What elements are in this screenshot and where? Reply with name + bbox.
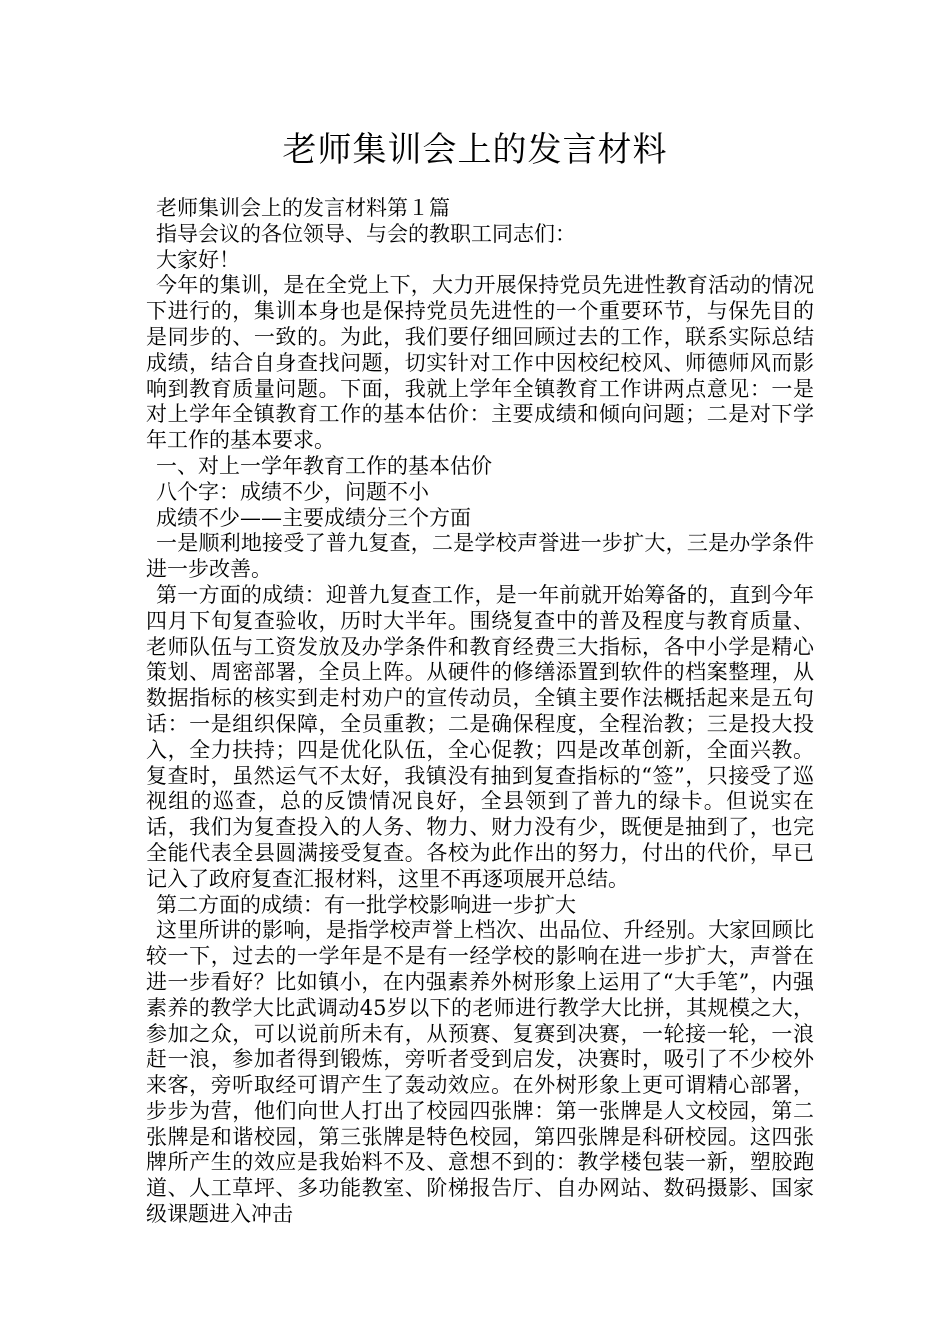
body-paragraph: 第一方面的成绩：迎普九复查工作，是一年前就开始筹备的，直到今年四月下旬复查验收，历时大半年。围绕复查中的普及程度与教育质量、老师队伍与工资发放及办学条件和教育经费三大指标，各中小学是精心策划、周密部署，全员上阵。从硬件的修缮添置到软件的档案整理，从数据指标的核实到走村劝户的宣传动员，全镇主要作法概括起来是五句话：一是组织保障，全员重教；二是确保程度，全程治教；三是投大投入，全力扶持；四是优化队伍，全心促教；四是改革创新，全面兴教。复查时，虽然运气不太好，我镇没有抽到复查指标的“签”，只接受了巡视组的巡查，总的反馈情况良好，全县领到了普九的绿卡。但说实在话，我们为复查投入的人务、物力、财力没有少，既便是抽到了，也完全能代表全县圆满接受复查。各校为此作出的努力，付出的代价，早已记入了政府复查汇报材料，这里不再逐项展开总结。 — [146, 582, 814, 891]
section-heading: 一、对上一学年教育工作的基本估价 — [156, 453, 492, 478]
section-heading: 老师集训会上的发言材料第１篇 — [156, 196, 450, 220]
body-paragraph: 一是顺利地接受了普九复查，二是学校声誉进一步扩大，三是办学条件进一步改善。 — [146, 531, 814, 582]
body-paragraph: 今年的集训，是在全党上下，大力开展保持党员先进性教育活动的情况下进行的，集训本身也是保持党员先进性的一个重要环节，与保先目的是同步的、一致的。为此，我们要仔细回顾过去的工作，联系实际总结成绩，结合自身查找问题，切实针对工作中因校纪校风、师德师风而影响到教育质量问题。下面，我就上学年全镇教育工作讲两点意见：一是对上学年全镇教育工作的基本估价：主要成绩和倾向问题；二是对下学年工作的基本要求。 — [146, 273, 814, 453]
body-paragraph: 这里所讲的影响，是指学校声誉上档次、出品位、升经别。大家回顾比较一下，过去的一学年是不是有一经学校的影响在进一步扩大，声誉在进一步看好？比如镇小，在内强素养外树形象上运用了“大手笔”，内强素养的教学大比武调动45岁以下的老师进行教学大比拼，其规模之大，参加之众，可以说前所未有，从预赛、复赛到决赛，一轮接一轮，一浪赶一浪，参加者得到锻炼，旁听者受到启发，决赛时，吸引了不少校外来客，旁听取经可谓产生了轰动效应。在外树形象上更可谓精心部署，步步为营，他们向世人打出了校园四张牌：第一张牌是人文校园，第二张牌是和谐校园，第三张牌是特色校园，第四张牌是科研校园。这四张牌所产生的效应是我始料不及、意想不到的：教学楼包装一新，塑胶跑道、人工草坪、多功能教室、阶梯报告厅、自办网站、数码摄影、国家级课题进入冲击 — [146, 918, 814, 1227]
document-title: 老师集训会上的发言材料 — [282, 130, 668, 170]
body-paragraph: 第二方面的成绩：有一批学校影响进一步扩大 — [156, 892, 576, 917]
salutation: 指导会议的各位领导、与会的教职工同志们： — [156, 221, 576, 246]
document-body — [146, 196, 814, 1228]
body-paragraph: 八个字：成绩不少，问题不小 — [156, 479, 429, 504]
greeting: 大家好！ — [156, 247, 240, 272]
body-paragraph: 成绩不少——主要成绩分三个方面 — [156, 505, 471, 530]
